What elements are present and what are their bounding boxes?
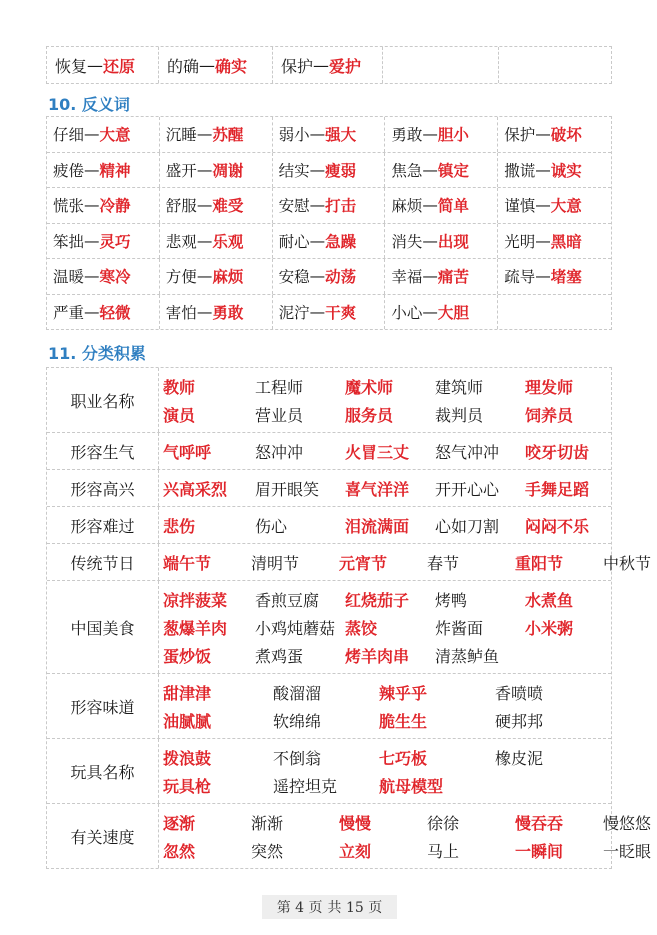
antonym-pair: [273, 188, 386, 223]
category-word: 葱爆羊肉: [163, 618, 228, 638]
antonym-word: 麻烦: [391, 197, 423, 216]
page-total: 共 15 页: [327, 900, 383, 916]
dash: —: [535, 196, 551, 215]
category-word: 煮鸡蛋: [255, 646, 304, 666]
antonym-pair: [160, 153, 273, 188]
antonym-word: 耐心: [278, 232, 310, 251]
category-word: 航母模型: [379, 776, 444, 796]
antonym-answer: 乐观: [212, 232, 244, 251]
word-line: [163, 771, 611, 799]
category-label: 形容难过: [47, 507, 159, 543]
antonym-row: [47, 153, 611, 189]
word-line: [163, 548, 652, 576]
dash: —: [84, 302, 100, 321]
category-row: [47, 739, 611, 804]
antonym-word: 慌张: [53, 197, 85, 216]
antonym-pair: [385, 259, 498, 294]
word-right: 爱护: [329, 56, 362, 76]
antonym-word: 勇敢: [391, 126, 423, 145]
antonym-word: 盛开: [165, 161, 197, 180]
antonym-word: 疏导: [504, 268, 536, 287]
antonym-word: 小心: [391, 303, 423, 322]
word-line: [163, 474, 611, 502]
category-word: 清明节: [251, 553, 300, 573]
word-line: [163, 585, 611, 613]
antonym-pair: [498, 259, 611, 294]
dash: —: [199, 55, 216, 75]
antonym-answer: 凋谢: [212, 161, 244, 180]
top-synonym-row: [46, 46, 612, 84]
antonym-word: 安稳: [278, 268, 310, 287]
dash: —: [309, 196, 326, 215]
category-word: 遥控坦克: [273, 776, 338, 796]
category-word: 理发师: [525, 377, 574, 397]
dash: —: [313, 55, 330, 75]
category-word: 香喷喷: [495, 683, 544, 703]
category-word: 慢吞吞: [515, 813, 564, 833]
word-right: 确实: [215, 56, 248, 76]
dash: —: [84, 267, 100, 286]
category-label: 玩具名称: [47, 739, 159, 803]
antonym-word: 焦急: [391, 161, 423, 180]
word-left: 恢复: [55, 56, 88, 76]
antonym-word: 光明: [504, 232, 536, 251]
dash: —: [196, 267, 213, 286]
antonym-word: 沉睡: [165, 126, 197, 145]
antonym-pair: [498, 117, 611, 152]
category-word: 裁判员: [435, 405, 484, 425]
antonym-answer: 镇定: [437, 161, 469, 180]
antonym-pair: [160, 188, 273, 223]
antonym-answer: 强大: [325, 126, 357, 145]
section-title-categories: 11. 分类积累: [48, 344, 146, 363]
category-word: 心如刀割: [435, 516, 500, 536]
antonym-answer: 寒冷: [99, 268, 131, 287]
category-word: 一瞬间: [515, 841, 564, 861]
category-word: 中秋节: [603, 553, 652, 573]
antonym-answer: 冷静: [99, 197, 131, 216]
dash: —: [309, 302, 326, 321]
antonym-word: 疲倦: [53, 161, 85, 180]
antonym-answer: 简单: [437, 197, 469, 216]
dash: —: [84, 125, 100, 144]
category-word: 突然: [251, 841, 284, 861]
word-line: [163, 511, 611, 539]
category-word: 怒冲冲: [255, 442, 304, 462]
antonym-word: 温暖: [53, 268, 85, 287]
antonym-word: 害怕: [165, 303, 197, 322]
category-words: [159, 368, 611, 432]
category-word: 春节: [427, 553, 460, 573]
category-word: 端午节: [163, 553, 212, 573]
antonym-pair: [273, 117, 386, 152]
category-word: 开开心心: [435, 479, 500, 499]
antonym-pair: [273, 224, 386, 259]
antonym-answer: 出现: [437, 232, 469, 251]
antonym-word: 仔细: [53, 126, 85, 145]
dash: —: [422, 125, 438, 144]
category-word: 蒸饺: [345, 618, 378, 638]
category-word: 香煎豆腐: [255, 590, 320, 610]
word-line: [163, 706, 611, 734]
category-word: 重阳节: [515, 553, 564, 573]
dash: —: [84, 231, 100, 250]
antonym-row: [47, 188, 611, 224]
antonym-answer: 大胆: [437, 303, 469, 322]
category-word: 忽然: [163, 841, 196, 861]
antonym-pair: [160, 117, 273, 152]
antonym-answer: 灵巧: [99, 232, 131, 251]
antonym-pair: [385, 117, 498, 152]
antonym-word: 安慰: [278, 197, 310, 216]
top-cell-empty: [499, 47, 611, 83]
page-number: 第 4 页: [276, 900, 323, 916]
antonym-word: 方便: [165, 268, 197, 287]
category-word: 不倒翁: [273, 748, 322, 768]
category-row: [47, 433, 611, 470]
category-word: 凉拌菠菜: [163, 590, 228, 610]
category-word: 七巧板: [379, 748, 428, 768]
top-cell: [47, 47, 159, 83]
category-word: 甜津津: [163, 683, 212, 703]
category-words: [159, 507, 611, 543]
dash: —: [422, 267, 438, 286]
antonym-pair: [160, 259, 273, 294]
antonym-answer: 干爽: [325, 303, 357, 322]
dash: —: [196, 302, 213, 321]
category-words: [159, 739, 611, 803]
category-word: 立刻: [339, 841, 372, 861]
category-row: [47, 470, 611, 507]
category-words: [159, 470, 611, 506]
category-word: 伤心: [255, 516, 288, 536]
antonym-word: 悲观: [165, 232, 197, 251]
antonym-row: [47, 295, 611, 330]
antonym-answer: 大意: [99, 126, 131, 145]
antonym-word: 严重: [53, 303, 85, 322]
category-words: [159, 581, 611, 673]
dash: —: [422, 160, 438, 179]
dash: —: [84, 160, 100, 179]
category-row: [47, 368, 611, 433]
antonym-table: [46, 116, 612, 330]
category-word: 徐徐: [427, 813, 460, 833]
category-word: 脆生生: [379, 711, 428, 731]
category-word: 酸溜溜: [273, 683, 322, 703]
category-word: 油腻腻: [163, 711, 212, 731]
antonym-pair: [160, 295, 273, 330]
dash: —: [309, 125, 326, 144]
antonym-answer: 麻烦: [212, 268, 244, 287]
antonym-row: [47, 224, 611, 260]
antonym-word: 结实: [278, 161, 310, 180]
antonym-answer: 动荡: [325, 268, 357, 287]
antonym-pair: [498, 295, 611, 330]
category-word: 眉开眼笑: [255, 479, 320, 499]
category-word: 营业员: [255, 405, 304, 425]
dash: —: [422, 196, 438, 215]
category-table: [46, 367, 652, 869]
category-label: 形容高兴: [47, 470, 159, 506]
category-row: [47, 507, 611, 544]
word-line: [163, 836, 652, 864]
antonym-pair: [273, 153, 386, 188]
word-line: [163, 641, 611, 669]
antonym-answer: 黑暗: [550, 232, 582, 251]
top-cell: [159, 47, 273, 83]
category-word: 咬牙切齿: [525, 442, 590, 462]
antonym-pair: [47, 259, 160, 294]
antonym-pair: [385, 295, 498, 330]
antonym-answer: 诚实: [550, 161, 582, 180]
category-word: 软绵绵: [273, 711, 322, 731]
category-word: 玩具枪: [163, 776, 212, 796]
antonym-answer: 轻微: [99, 303, 131, 322]
section-title-antonyms: 10. 反义词: [48, 95, 130, 114]
category-word: 气呼呼: [163, 442, 212, 462]
page-footer: [262, 895, 397, 919]
category-word: 小鸡炖蘑菇: [255, 618, 336, 638]
category-label: 职业名称: [47, 368, 159, 432]
category-word: 拨浪鼓: [163, 748, 212, 768]
antonym-word: 弱小: [278, 126, 310, 145]
dash: —: [196, 196, 213, 215]
antonym-pair: [498, 153, 611, 188]
category-word: 蛋炒饭: [163, 646, 212, 666]
antonym-pair: [160, 224, 273, 259]
word-left: 保护: [281, 56, 314, 76]
category-word: 兴高采烈: [163, 479, 228, 499]
dash: —: [535, 231, 551, 250]
antonym-answer: 打击: [325, 197, 357, 216]
category-row: [47, 581, 611, 674]
category-word: 慢慢: [339, 813, 372, 833]
category-label: 中国美食: [47, 581, 159, 673]
category-word: 慢悠悠: [603, 813, 652, 833]
category-word: 闷闷不乐: [525, 516, 590, 536]
category-word: 马上: [427, 841, 460, 861]
category-word: 手舞足蹈: [525, 479, 590, 499]
antonym-pair: [498, 224, 611, 259]
antonym-answer: 难受: [212, 197, 244, 216]
dash: —: [309, 160, 326, 179]
word-line: [163, 400, 611, 428]
category-word: 教师: [163, 377, 196, 397]
category-word: 怒气冲冲: [435, 442, 500, 462]
word-left: 的确: [167, 56, 200, 76]
category-label: 传统节日: [47, 544, 159, 580]
category-word: 建筑师: [435, 377, 484, 397]
dash: —: [196, 160, 213, 179]
category-word: 红烧茄子: [345, 590, 410, 610]
antonym-answer: 急躁: [325, 232, 357, 251]
category-word: 辣乎乎: [379, 683, 428, 703]
antonym-pair: [47, 117, 160, 152]
category-row: [47, 804, 652, 868]
antonym-word: 谨慎: [504, 197, 536, 216]
category-word: 元宵节: [339, 553, 388, 573]
word-line: [163, 372, 611, 400]
antonym-answer: 勇敢: [212, 303, 244, 322]
antonym-answer: 胆小: [437, 126, 469, 145]
antonym-word: 保护: [504, 126, 536, 145]
antonym-row: [47, 117, 611, 153]
antonym-answer: 瘦弱: [325, 161, 357, 180]
word-line: [163, 808, 652, 836]
antonym-pair: [47, 153, 160, 188]
antonym-pair: [385, 153, 498, 188]
category-word: 演员: [163, 405, 196, 425]
category-word: 火冒三丈: [345, 442, 410, 462]
antonym-pair: [47, 295, 160, 330]
dash: —: [196, 125, 213, 144]
antonym-word: 笨拙: [53, 232, 85, 251]
category-word: 魔术师: [345, 377, 394, 397]
antonym-row: [47, 259, 611, 295]
antonym-pair: [273, 259, 386, 294]
antonym-answer: 精神: [99, 161, 131, 180]
word-line: [163, 678, 611, 706]
category-word: 硬邦邦: [495, 711, 544, 731]
dash: —: [309, 267, 326, 286]
antonym-answer: 大意: [550, 197, 582, 216]
category-word: 清蒸鲈鱼: [435, 646, 500, 666]
antonym-word: 消失: [391, 232, 423, 251]
dash: —: [196, 231, 213, 250]
dash: —: [87, 55, 104, 75]
antonym-pair: [47, 224, 160, 259]
antonym-pair: [47, 188, 160, 223]
category-words: [159, 674, 611, 738]
category-word: 逐渐: [163, 813, 196, 833]
word-right: 还原: [103, 56, 136, 76]
dash: —: [309, 231, 326, 250]
word-line: [163, 743, 611, 771]
dash: —: [535, 267, 551, 286]
dash: —: [422, 302, 438, 321]
antonym-answer: 破坏: [550, 126, 582, 145]
category-word: 悲伤: [163, 516, 196, 536]
category-word: 炸酱面: [435, 618, 484, 638]
antonym-word: 撒谎: [504, 161, 536, 180]
category-words: [159, 804, 652, 868]
top-cell-empty: [383, 47, 499, 83]
category-word: 一眨眼: [603, 841, 652, 861]
antonym-answer: 苏醒: [212, 126, 244, 145]
category-word: 喜气洋洋: [345, 479, 410, 499]
antonym-pair: [273, 295, 386, 330]
dash: —: [535, 125, 551, 144]
antonym-answer: 痛苦: [437, 268, 469, 287]
category-row: [47, 674, 611, 739]
category-word: 小米粥: [525, 618, 574, 638]
dash: —: [535, 160, 551, 179]
antonym-word: 舒服: [165, 197, 197, 216]
word-line: [163, 613, 611, 641]
antonym-pair: [385, 224, 498, 259]
category-word: 水煮鱼: [525, 590, 574, 610]
antonym-pair: [498, 188, 611, 223]
category-word: 烤鸭: [435, 590, 468, 610]
category-word: 橡皮泥: [495, 748, 544, 768]
category-label: 形容生气: [47, 433, 159, 469]
category-word: 烤羊肉串: [345, 646, 410, 666]
dash: —: [84, 196, 100, 215]
antonym-word: 泥泞: [278, 303, 310, 322]
category-words: [159, 433, 611, 469]
category-word: 饲养员: [525, 405, 574, 425]
category-word: 泪流满面: [345, 516, 410, 536]
category-word: 工程师: [255, 377, 304, 397]
category-row: [47, 544, 652, 581]
top-cell: [273, 47, 383, 83]
category-label: 有关速度: [47, 804, 159, 868]
category-word: 渐渐: [251, 813, 284, 833]
category-label: 形容味道: [47, 674, 159, 738]
antonym-answer: 堵塞: [550, 268, 582, 287]
dash: —: [422, 231, 438, 250]
antonym-word: 幸福: [391, 268, 423, 287]
category-word: 服务员: [345, 405, 394, 425]
category-words: [159, 544, 652, 580]
word-line: [163, 437, 611, 465]
antonym-pair: [385, 188, 498, 223]
